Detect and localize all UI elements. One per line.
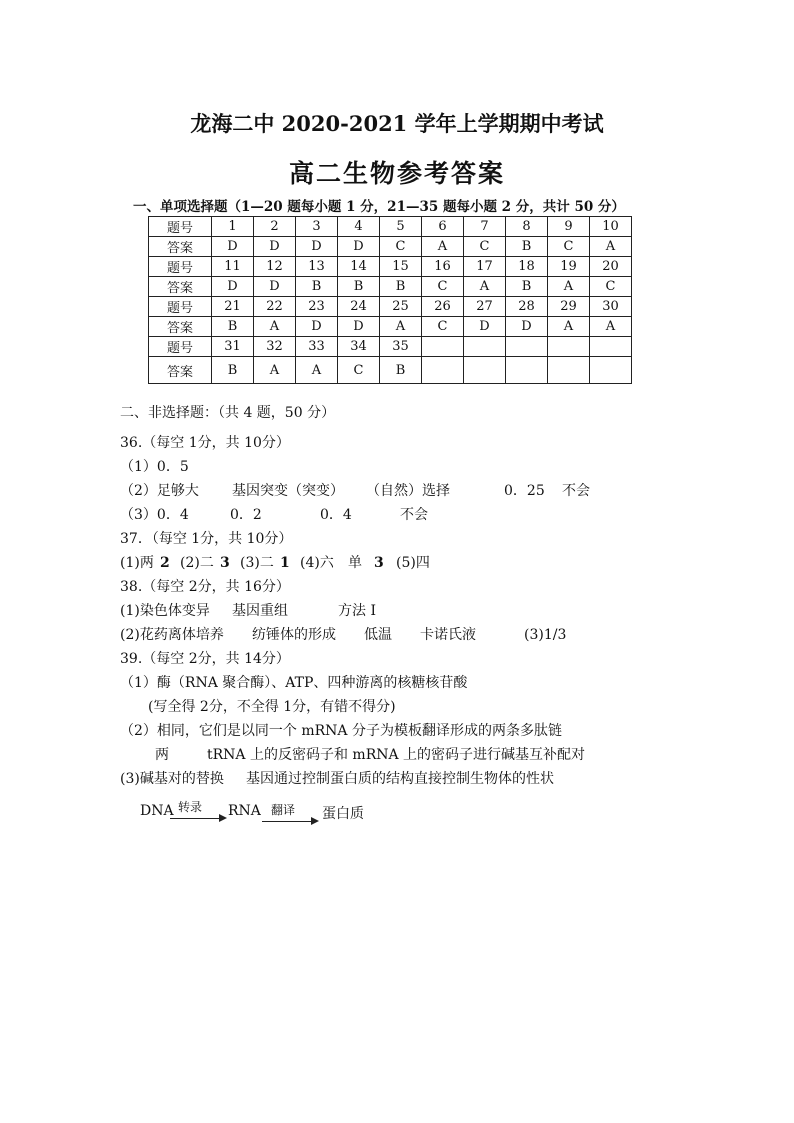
- question-number-cell: 6: [422, 217, 464, 237]
- question-number-cell: 25: [380, 297, 422, 317]
- answer-cell: D: [254, 237, 296, 257]
- q36-3-b: 0．2: [230, 507, 262, 523]
- q36-2-d: 0．25: [504, 483, 545, 499]
- q38-answer-2: [120, 624, 566, 644]
- question-number-cell: [506, 337, 548, 357]
- answer-cell: C: [422, 317, 464, 337]
- q38-1-b: 基因重组: [232, 603, 288, 619]
- section-1-heading: 一、单项选择题（1—20 题每小题 1 分，21—35 题每小题 2 分，共计 50 分）: [133, 199, 625, 215]
- q36-3-d: 不会: [400, 507, 428, 523]
- q38-1-c: 方法 I: [338, 603, 376, 619]
- row-label-question: 题号: [149, 257, 212, 277]
- answer-cell: B: [296, 277, 338, 297]
- q37-1-num: 2: [160, 555, 170, 571]
- q38-heading: 38.（每空 2分，共 16分）: [120, 579, 290, 595]
- question-number-cell: [464, 337, 506, 357]
- question-number-cell: 8: [506, 217, 548, 237]
- q39-3-b: 基因通过控制蛋白质的结构直接控制生物体的性状: [246, 771, 554, 787]
- q37-1: (1)两: [120, 555, 154, 571]
- q37-5: (5)四: [396, 555, 430, 571]
- answer-cell: C: [548, 237, 590, 257]
- q39-answer-3: [120, 768, 554, 788]
- q38-1-a: (1)染色体变异: [120, 603, 210, 619]
- table-row-question-numbers: [149, 217, 632, 237]
- answer-cell: C: [380, 237, 422, 257]
- q39-answer-2b: [155, 744, 585, 764]
- answer-cell: D: [338, 237, 380, 257]
- answer-cell: A: [254, 317, 296, 337]
- answer-cell: C: [464, 237, 506, 257]
- answer-cell: D: [296, 317, 338, 337]
- page-title: 龙海二中 2020-2021 学年上学期期中考试: [190, 111, 604, 136]
- question-number-cell: 15: [380, 257, 422, 277]
- flow-translation-label: 翻译: [271, 803, 296, 817]
- question-number-cell: 16: [422, 257, 464, 277]
- question-number-cell: 27: [464, 297, 506, 317]
- table-row-question-numbers: [149, 257, 632, 277]
- question-number-cell: 11: [212, 257, 254, 277]
- question-number-cell: 29: [548, 297, 590, 317]
- answer-cell: A: [590, 237, 632, 257]
- question-number-cell: 2: [254, 217, 296, 237]
- question-number-cell: [590, 337, 632, 357]
- q36-answer-3: [120, 504, 428, 524]
- q39-3-a: (3)碱基对的替换: [120, 771, 224, 787]
- q37-2-num: 3: [220, 555, 230, 571]
- q36-3-a: （3）0．4: [120, 507, 189, 523]
- row-label-question: 题号: [149, 337, 212, 357]
- row-label-answer: 答案: [149, 237, 212, 257]
- q38-2-d: 卡诺氏液: [420, 627, 476, 643]
- answer-table: [148, 216, 632, 384]
- q39-2-count: 两: [155, 747, 169, 763]
- q37-4-type: 单: [348, 555, 362, 571]
- q36-heading: 36.（每空 1分，共 10分）: [120, 435, 290, 451]
- q38-2-b: 纺锤体的形成: [252, 627, 336, 643]
- question-number-cell: 13: [296, 257, 338, 277]
- answer-cell: B: [506, 237, 548, 257]
- question-number-cell: 10: [590, 217, 632, 237]
- answer-cell: B: [338, 277, 380, 297]
- question-number-cell: 23: [296, 297, 338, 317]
- question-number-cell: 7: [464, 217, 506, 237]
- answer-cell: B: [506, 277, 548, 297]
- q39-2-reason: tRNA 上的反密码子和 mRNA 上的密码子进行碱基互补配对: [207, 747, 586, 763]
- flow-dna: DNA: [140, 803, 174, 819]
- flow-arrow-translation: [262, 821, 317, 822]
- answer-cell: A: [590, 317, 632, 337]
- table-row-answers: [149, 317, 632, 337]
- page-subtitle: 高二生物参考答案: [288, 159, 505, 188]
- q37-3: (3)二: [240, 555, 274, 571]
- q39-answer-1: （1）酶（RNA 聚合酶）、ATP、四种游离的核糖核苷酸: [120, 675, 468, 691]
- q38-2-c: 低温: [364, 627, 392, 643]
- q37-4-num: 3: [374, 555, 384, 571]
- question-number-cell: 28: [506, 297, 548, 317]
- answer-cell: D: [254, 277, 296, 297]
- answer-cell: [464, 357, 506, 384]
- answer-cell: D: [464, 317, 506, 337]
- q39-answer-2: （2）相同，它们是以同一个 mRNA 分子为模板翻译形成的两条多肽链: [120, 723, 562, 739]
- row-label-question: 题号: [149, 217, 212, 237]
- q37-answers: [120, 552, 430, 572]
- answer-cell: D: [338, 317, 380, 337]
- answer-cell: D: [296, 237, 338, 257]
- answer-cell: C: [422, 277, 464, 297]
- q37-heading: 37．（每空 1分，共 10分）: [120, 531, 293, 547]
- question-number-cell: 24: [338, 297, 380, 317]
- row-label-answer: 答案: [149, 357, 212, 384]
- answer-cell: [590, 357, 632, 384]
- table-row-answers: [149, 277, 632, 297]
- answer-cell: A: [254, 357, 296, 384]
- answer-cell: B: [380, 277, 422, 297]
- question-number-cell: 12: [254, 257, 296, 277]
- q36-2-e: 不会: [562, 483, 590, 499]
- answer-cell: C: [338, 357, 380, 384]
- q36-3-c: 0．4: [320, 507, 352, 523]
- answer-cell: A: [464, 277, 506, 297]
- flow-rna: RNA: [228, 803, 261, 819]
- flow-arrow-transcription: [170, 818, 225, 819]
- answer-cell: [548, 357, 590, 384]
- question-number-cell: 30: [590, 297, 632, 317]
- q39-scoring-note: (写全得 2分，不全得 1分，有错不得分): [148, 699, 396, 715]
- question-number-cell: 19: [548, 257, 590, 277]
- q38-3: (3)1/3: [524, 627, 567, 643]
- table-row-question-numbers: [149, 297, 632, 317]
- answer-cell: B: [212, 317, 254, 337]
- answer-cell: B: [212, 357, 254, 384]
- q36-2-b: 基因突变（突变）: [232, 483, 344, 499]
- question-number-cell: 1: [212, 217, 254, 237]
- q36-answer-2: [120, 480, 590, 500]
- q37-3-num: 1: [280, 555, 290, 571]
- question-number-cell: 21: [212, 297, 254, 317]
- question-number-cell: 4: [338, 217, 380, 237]
- question-number-cell: 35: [380, 337, 422, 357]
- table-row-question-numbers: [149, 337, 632, 357]
- answer-cell: A: [422, 237, 464, 257]
- answer-cell: A: [296, 357, 338, 384]
- q36-2-c: （自然）选择: [366, 483, 450, 499]
- question-number-cell: 31: [212, 337, 254, 357]
- answer-cell: A: [548, 277, 590, 297]
- question-number-cell: 14: [338, 257, 380, 277]
- question-number-cell: 5: [380, 217, 422, 237]
- answer-cell: A: [380, 317, 422, 337]
- q37-4: (4)六: [300, 555, 334, 571]
- q36-answer-1: （1）0．5: [120, 459, 189, 475]
- answer-cell: B: [380, 357, 422, 384]
- answer-cell: A: [548, 317, 590, 337]
- q39-heading: 39.（每空 2分，共 14分）: [120, 651, 290, 667]
- section-2-heading: 二、非选择题：（共 4 题，50 分）: [120, 405, 336, 421]
- question-number-cell: 3: [296, 217, 338, 237]
- answer-cell: D: [212, 237, 254, 257]
- answer-cell: D: [506, 317, 548, 337]
- question-number-cell: 9: [548, 217, 590, 237]
- answer-cell: [506, 357, 548, 384]
- question-number-cell: 32: [254, 337, 296, 357]
- row-label-question: 题号: [149, 297, 212, 317]
- question-number-cell: [548, 337, 590, 357]
- question-number-cell: 22: [254, 297, 296, 317]
- row-label-answer: 答案: [149, 317, 212, 337]
- table-row-answers: [149, 237, 632, 257]
- question-number-cell: 33: [296, 337, 338, 357]
- question-number-cell: 34: [338, 337, 380, 357]
- q38-answer-1: [120, 600, 376, 620]
- answer-cell: C: [590, 277, 632, 297]
- q37-2: (2)二: [180, 555, 214, 571]
- question-number-cell: 26: [422, 297, 464, 317]
- flow-transcription-label: 转录: [178, 800, 203, 814]
- answer-cell: [422, 357, 464, 384]
- question-number-cell: [422, 337, 464, 357]
- answer-cell: D: [212, 277, 254, 297]
- question-number-cell: 20: [590, 257, 632, 277]
- question-number-cell: 17: [464, 257, 506, 277]
- question-number-cell: 18: [506, 257, 548, 277]
- row-label-answer: 答案: [149, 277, 212, 297]
- table-row-answers: [149, 357, 632, 384]
- flow-protein: 蛋白质: [322, 806, 364, 822]
- q38-2-a: (2)花药离体培养: [120, 627, 224, 643]
- q36-2-a: （2）足够大: [120, 483, 199, 499]
